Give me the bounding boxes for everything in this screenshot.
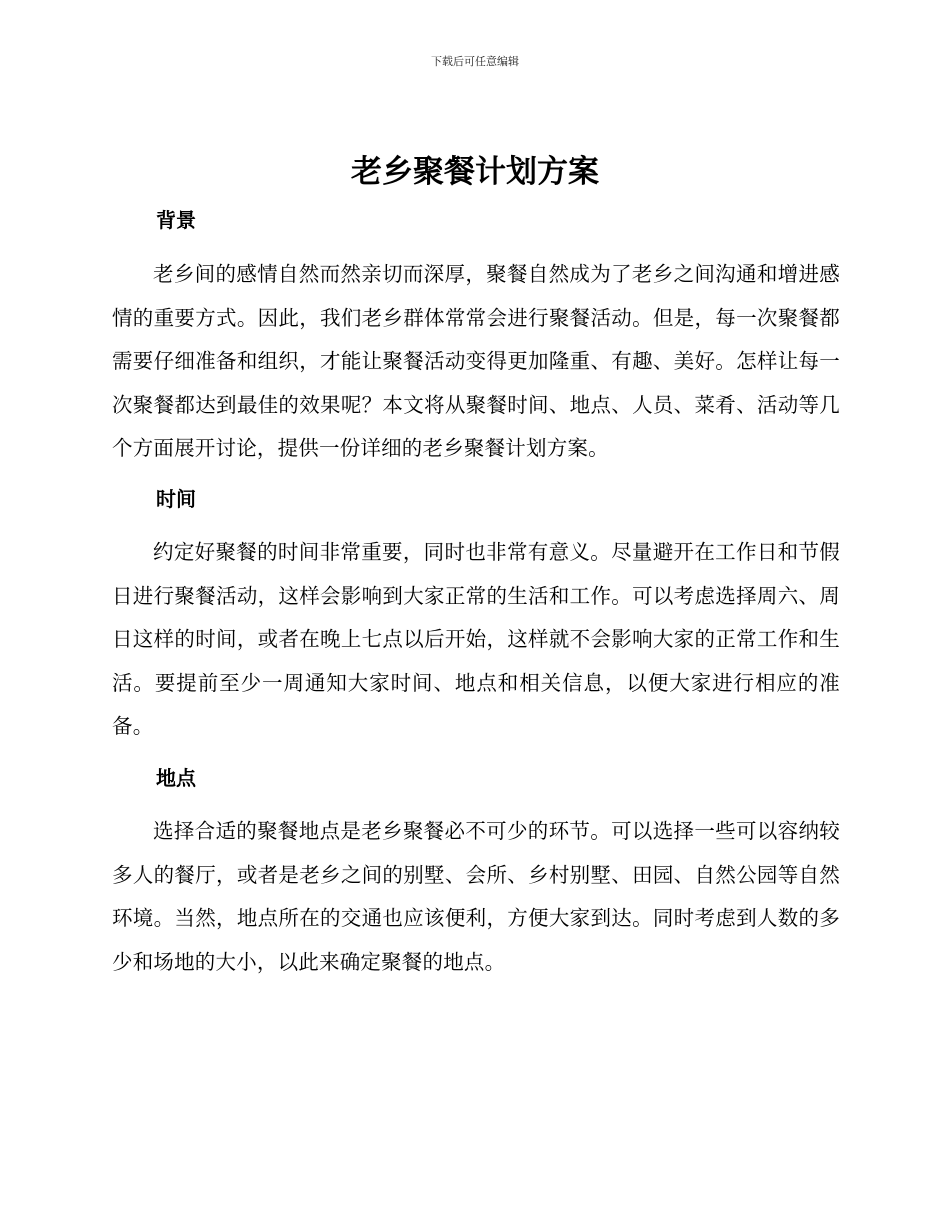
section-heading-background: 背景 bbox=[156, 208, 196, 232]
section-heading-place: 地点 bbox=[156, 766, 196, 790]
section-body-background: 老乡间的感情自然而然亲切而深厚，聚餐自然成为了老乡之间沟通和增进感情的重要方式。因此，我们老乡群体常常会进行聚餐活动。但是，每一次聚餐都需要仔细准备和组织，才能让聚餐活动变得更加隆重、有趣、美好。怎样让每一次聚餐都达到最佳的效果呢？本文将从聚餐时间、地点、人员、菜肴、活动等几个方面展开讨论，提供一份详细的老乡聚餐计划方案。 bbox=[112, 262, 840, 460]
header-note: 下载后可任意编辑 bbox=[431, 55, 519, 68]
section-body-time: 约定好聚餐的时间非常重要，同时也非常有意义。尽量避开在工作日和节假日进行聚餐活动，这样会影响到大家正常的生活和工作。可以考虑选择周六、周日这样的时间，或者在晚上七点以后开始，这样就不会影响大家的正常工作和生活。要提前至少一周通知大家时间、地点和相关信息，以便大家进行相应的准备。 bbox=[112, 540, 840, 738]
section-body-place: 选择合适的聚餐地点是老乡聚餐必不可少的环节。可以选择一些可以容纳较多人的餐厅，或者是老乡之间的别墅、会所、乡村别墅、田园、自然公园等自然环境。当然，地点所在的交通也应该便利，方便大家到达。同时考虑到人数的多少和场地的大小，以此来确定聚餐的地点。 bbox=[112, 819, 840, 974]
section-heading-time: 时间 bbox=[156, 487, 196, 511]
document-title: 老乡聚餐计划方案 bbox=[351, 154, 599, 190]
